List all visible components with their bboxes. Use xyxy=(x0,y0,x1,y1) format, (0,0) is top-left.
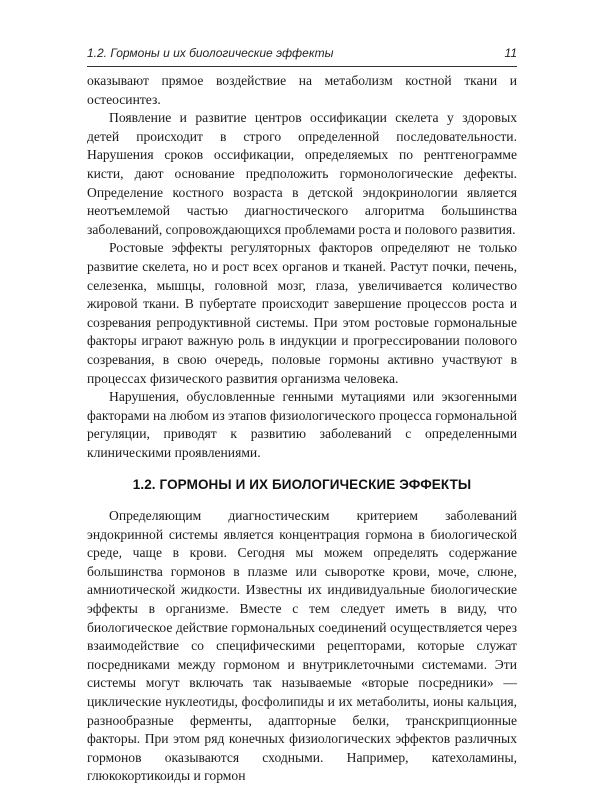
paragraph-ossification: Появление и развитие центров оссификации скелета у здоровых детей происходит в строго определенной последовательности. Нарушения сроков оссификации, определяемых по рентгенограмме кисти, дают основание предположить гормонологические дефекты. Определение костного возраста в детской эндокринологии является неотъемлемой частью диагностического алгоритма большинства заболеваний, сопровождающихся проблемами роста и полового развития. xyxy=(87,110,517,237)
page-number: 11 xyxy=(504,46,517,60)
header-rule xyxy=(87,66,517,67)
paragraph-diagnostic-criterion: Определяющим диагностическим критерием заболеваний эндокринной системы является концентрация гормона в биологической среде, чаще в крови. Сегодня мы можем определять содержание большинства гормонов в плазме или сыворотке крови, моче, слюне, амниотической жидкости. Известны их индивидуальные биологические эффекты в организме. Вместе с тем следует иметь в виду, что биологическое действие гормональных соединений осуществляется через взаимодействие со специфическими рецепторами, которые служат посредниками между гормоном и внутриклеточными системами. Эти системы могут включать так называемые «вторые посредники» — циклические нуклеотиды, фосфолипиды и их метаболиты, ионы кальция, разнообразные ферменты, адапторные белки, транскрипционные факторы. При этом ряд конечных физиологических эффектов различных гормонов оказываются сходными. Например, катехоламины, глюкокортикоиды и гормон xyxy=(87,508,517,784)
body-text xyxy=(87,72,517,786)
running-head xyxy=(87,44,517,64)
section-heading: 1.2. ГОРМОНЫ И ИХ БИОЛОГИЧЕСКИЕ ЭФФЕКТЫ xyxy=(132,477,472,493)
running-head-title: 1.2. Гормоны и их биологические эффекты xyxy=(87,46,334,60)
paragraph-growth-effects: Ростовые эффекты регуляторных факторов определяют не только развитие скелета, но и рост всех органов и тканей. Растут почки, печень, селезенка, мышцы, головной мозг, глаза, увеличивается количество жировой ткани. В пубертате происходит завершение процессов роста и созревания репродуктивной системы. При этом ростовые гормональные факторы играют важную роль в индукции и прогрессировании полового созревания, в свою очередь, половые гормоны активно участвуют в процессах физического развития организма человека. xyxy=(87,240,517,386)
paragraph-disorders: Нарушения, обусловленные генными мутациями или экзогенными факторами на любом из этапов физиологического процесса гормональной регуляции, приводят к развитию заболеваний с определенными клиническими проявлениями. xyxy=(87,389,517,460)
paragraph-continuation: оказывают прямое воздействие на метаболизм костной ткани и остеосинтез. xyxy=(87,73,517,107)
